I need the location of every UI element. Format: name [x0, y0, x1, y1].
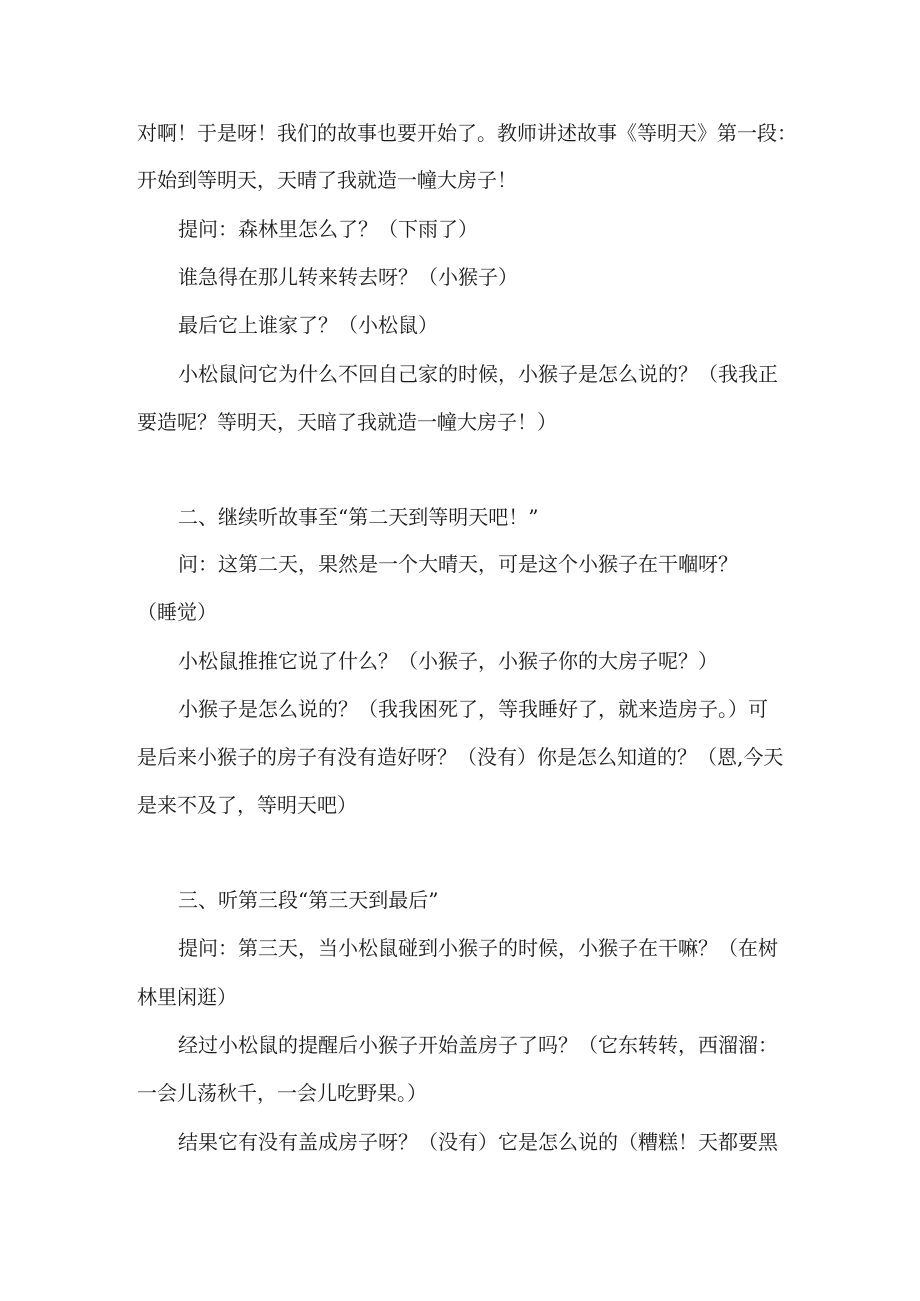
text-line-16: 提问：第三天，当小松鼠碰到小猴子的时候，小猴子在干嘛？（在树 — [178, 936, 778, 960]
text-line-13: 是后来小猴子的房子有没有造好呀？（没有）你是怎么知道的？（恩,今天 — [137, 745, 784, 769]
text-line-19: 一会儿荡秋千，一会儿吃野果。） — [137, 1081, 427, 1105]
text-line-7: 要造呢？等明天，天暗了我就造一幢大房子！） — [137, 410, 557, 434]
section-heading-3: 三、听第三段“第三天到最后” — [178, 888, 439, 912]
text-line-17: 林里闲逛） — [137, 985, 237, 1009]
text-line-12: 小猴子是怎么说的？（我我困死了，等我睡好了，就来造房子。）可 — [178, 697, 768, 721]
text-line-5: 最后它上谁家了？（小松鼠） — [178, 313, 438, 337]
text-line-2: 开始到等明天，天晴了我就造一幢大房子！ — [137, 168, 517, 192]
text-line-10: （睡觉） — [137, 600, 217, 624]
text-line-14: 是来不及了，等明天吧） — [137, 793, 357, 817]
text-line-18: 经过小松鼠的提醒后小猴子开始盖房子了吗？（它东转转，西溜溜： — [178, 1033, 778, 1057]
text-line-4: 谁急得在那儿转来转去呀？（小猴子） — [178, 265, 518, 289]
text-line-3: 提问：森林里怎么了？（下雨了） — [178, 217, 478, 241]
text-line-11: 小松鼠推推它说了什么？（小猴子，小猴子你的大房子呢？） — [178, 649, 718, 673]
text-line-6: 小松鼠问它为什么不回自己家的时候，小猴子是怎么说的？（我我正 — [178, 362, 778, 386]
text-line-20: 结果它有没有盖成房子呀？（没有）它是怎么说的（糟糕！天都要黑 — [178, 1130, 778, 1154]
text-line-1: 对啊！于是呀！我们的故事也要开始了。教师讲述故事《等明天》第一段： — [137, 121, 797, 145]
section-heading-2: 二、继续听故事至“第二天到等明天吧！” — [178, 505, 539, 529]
text-line-9: 问：这第二天，果然是一个大晴天，可是这个小猴子在干嗰呀？ — [178, 552, 738, 576]
